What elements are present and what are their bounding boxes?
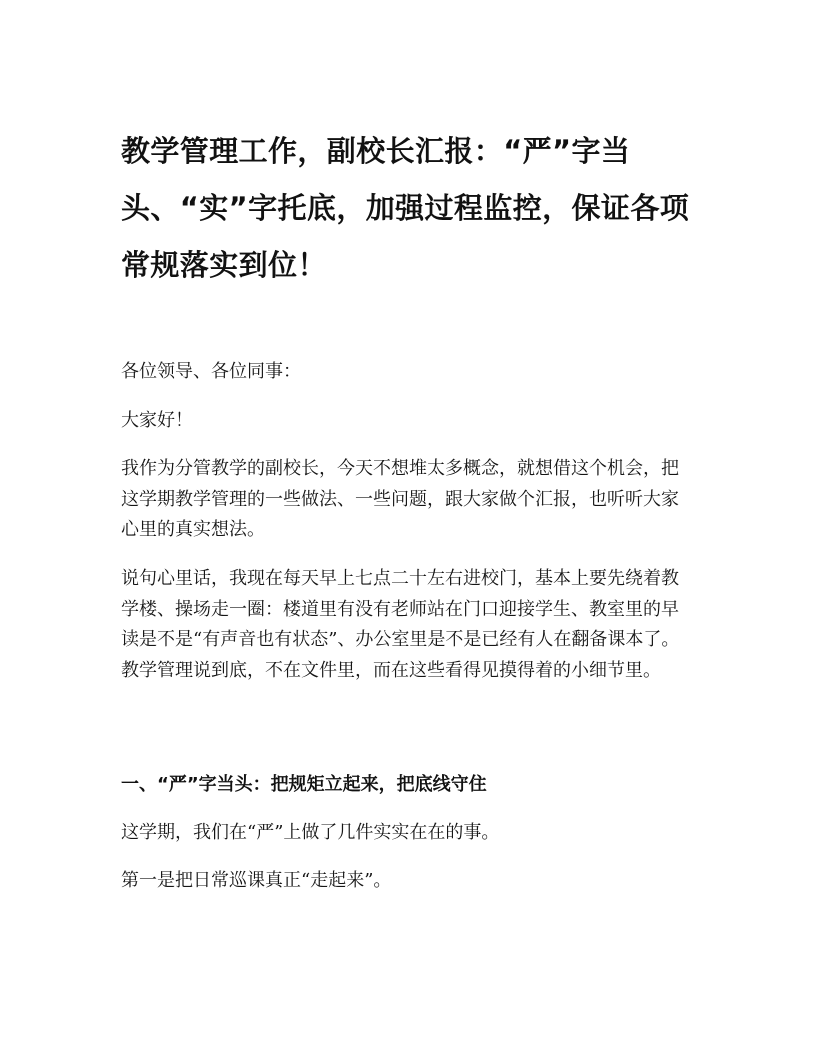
- hello-line: 大家好！: [121, 410, 193, 431]
- section-paragraph: 第一是把日常巡课真正“走起来”。: [121, 870, 392, 891]
- section-heading: 一、“严”字当头：把规矩立起来，把底线守住: [121, 774, 487, 795]
- greeting-line: 各位领导、各位同事：: [121, 361, 301, 382]
- document-title: 教学管理工作，副校长汇报：“严”字当头、“实”字托底，加强过程监控，保证各项常规落实到位！: [121, 134, 690, 282]
- section-paragraph: 这学期，我们在“严”上做了几件实实在在的事。: [121, 822, 500, 843]
- intro-paragraph: 我作为分管教学的副校长，今天不想堆太多概念，就想借这个机会，把这学期教学管理的一些做法、一些问题，跟大家做个汇报，也听听大家心里的真实想法。: [121, 458, 679, 540]
- morning-walk-paragraph: 说句心里话，我现在每天早上七点二十左右进校门，基本上要先绕着教学楼、操场走一圈：楼道里有没有老师站在门口迎接学生、教室里的早读是不是“有声音也有状态”、办公室里是不是已经有人在翻备课本了。教学管理说到底，不在文件里，而在这些看得见摸得着的小细节里。: [121, 568, 680, 681]
